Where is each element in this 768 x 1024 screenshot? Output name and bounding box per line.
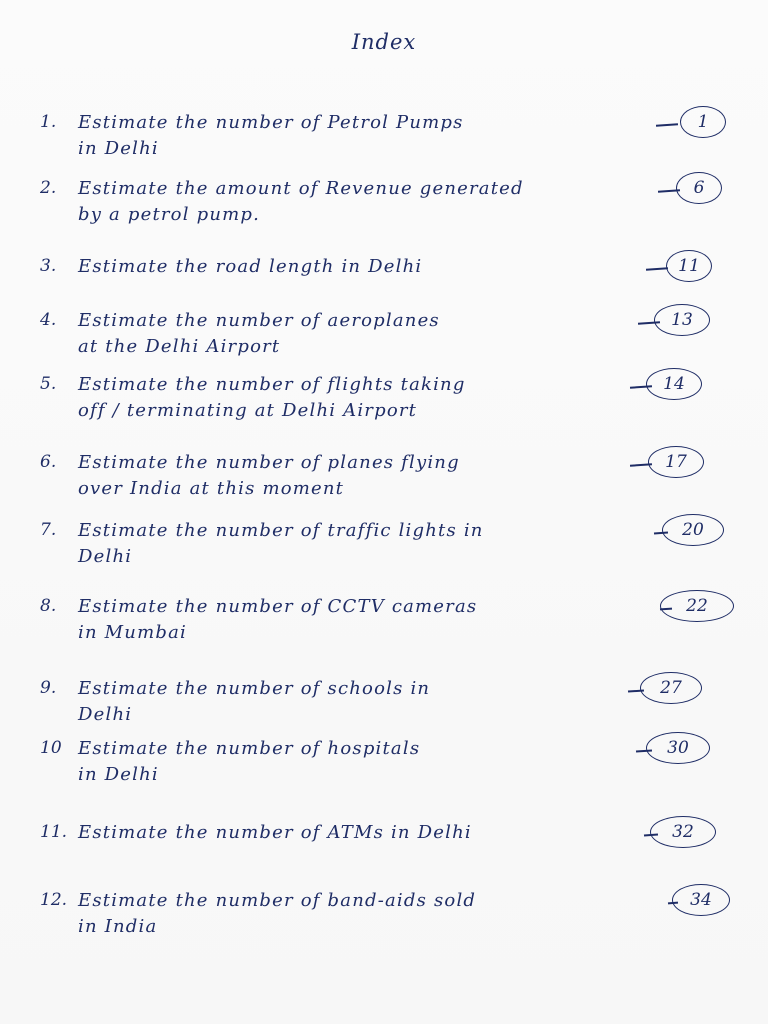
- page-number-circle: 20: [662, 514, 724, 546]
- entry-number: 7.: [40, 520, 57, 540]
- page-number-circle: 22: [660, 590, 734, 622]
- entry-text-line-1: Estimate the road length in Delhi: [78, 256, 423, 277]
- index-entry: [0, 520, 768, 580]
- index-entry: [0, 112, 768, 172]
- entry-text-line-2: by a petrol pump.: [78, 204, 261, 225]
- entry-text-line-2: Delhi: [78, 546, 133, 567]
- entry-text-line-1: Estimate the number of flights taking: [78, 374, 466, 395]
- page-number-circle: 34: [672, 884, 730, 916]
- entry-text-line-1: Estimate the number of traffic lights in: [78, 520, 484, 541]
- index-entry: [0, 374, 768, 434]
- entry-text-line-1: Estimate the number of Petrol Pumps: [78, 112, 464, 133]
- entry-number: 12.: [40, 890, 68, 910]
- index-entry: [0, 822, 768, 882]
- entry-text-line-1: Estimate the number of schools in: [78, 678, 431, 699]
- page-number-circle: 32: [650, 816, 716, 848]
- entry-text-line-2: Delhi: [78, 704, 133, 725]
- entry-text-line-1: Estimate the number of hospitals: [78, 738, 421, 759]
- leader-dash: [656, 123, 678, 127]
- entry-text-line-1: Estimate the number of CCTV cameras: [78, 596, 478, 617]
- entry-number: 5.: [40, 374, 57, 394]
- entry-number: 1.: [40, 112, 57, 132]
- entry-number: 8.: [40, 596, 57, 616]
- entry-text-line-2: in Delhi: [78, 138, 159, 159]
- index-entry: [0, 678, 768, 738]
- index-entry: [0, 890, 768, 950]
- page-number-circle: 30: [646, 732, 710, 764]
- page-number-circle: 13: [654, 304, 710, 336]
- index-entry: [0, 256, 768, 316]
- entry-number: 9.: [40, 678, 57, 698]
- index-entry: [0, 310, 768, 370]
- entry-number: 6.: [40, 452, 57, 472]
- entry-text-line-2: over India at this moment: [78, 478, 345, 499]
- page-number-circle: 1: [680, 106, 726, 138]
- index-entry: [0, 596, 768, 656]
- entry-text-line-2: at the Delhi Airport: [78, 336, 281, 357]
- entry-text-line-2: in Mumbai: [78, 622, 187, 643]
- entry-number: 11.: [40, 822, 68, 842]
- entry-text-line-1: Estimate the number of planes flying: [78, 452, 460, 473]
- entry-number: 4.: [40, 310, 57, 330]
- entry-text-line-1: Estimate the amount of Revenue generated: [78, 178, 524, 199]
- leader-dash: [646, 267, 668, 271]
- entry-text-line-1: Estimate the number of ATMs in Delhi: [78, 822, 472, 843]
- entry-text-line-2: in India: [78, 916, 158, 937]
- entry-number: 3.: [40, 256, 57, 276]
- page-number-circle: 27: [640, 672, 702, 704]
- index-entry: [0, 452, 768, 512]
- entry-text-line-2: in Delhi: [78, 764, 159, 785]
- index-entry: [0, 178, 768, 238]
- index-entry: [0, 738, 768, 798]
- page-title: Index: [351, 30, 417, 54]
- entry-number: 10: [40, 738, 62, 758]
- page-number-circle: 14: [646, 368, 702, 400]
- page-number-circle: 11: [666, 250, 712, 282]
- entry-text-line-1: Estimate the number of band-aids sold: [78, 890, 477, 911]
- entry-number: 2.: [40, 178, 57, 198]
- entry-text-line-2: off / terminating at Delhi Airport: [78, 400, 418, 421]
- page-number-circle: 17: [648, 446, 704, 478]
- entry-text-line-1: Estimate the number of aeroplanes: [78, 310, 440, 331]
- page-number-circle: 6: [676, 172, 722, 204]
